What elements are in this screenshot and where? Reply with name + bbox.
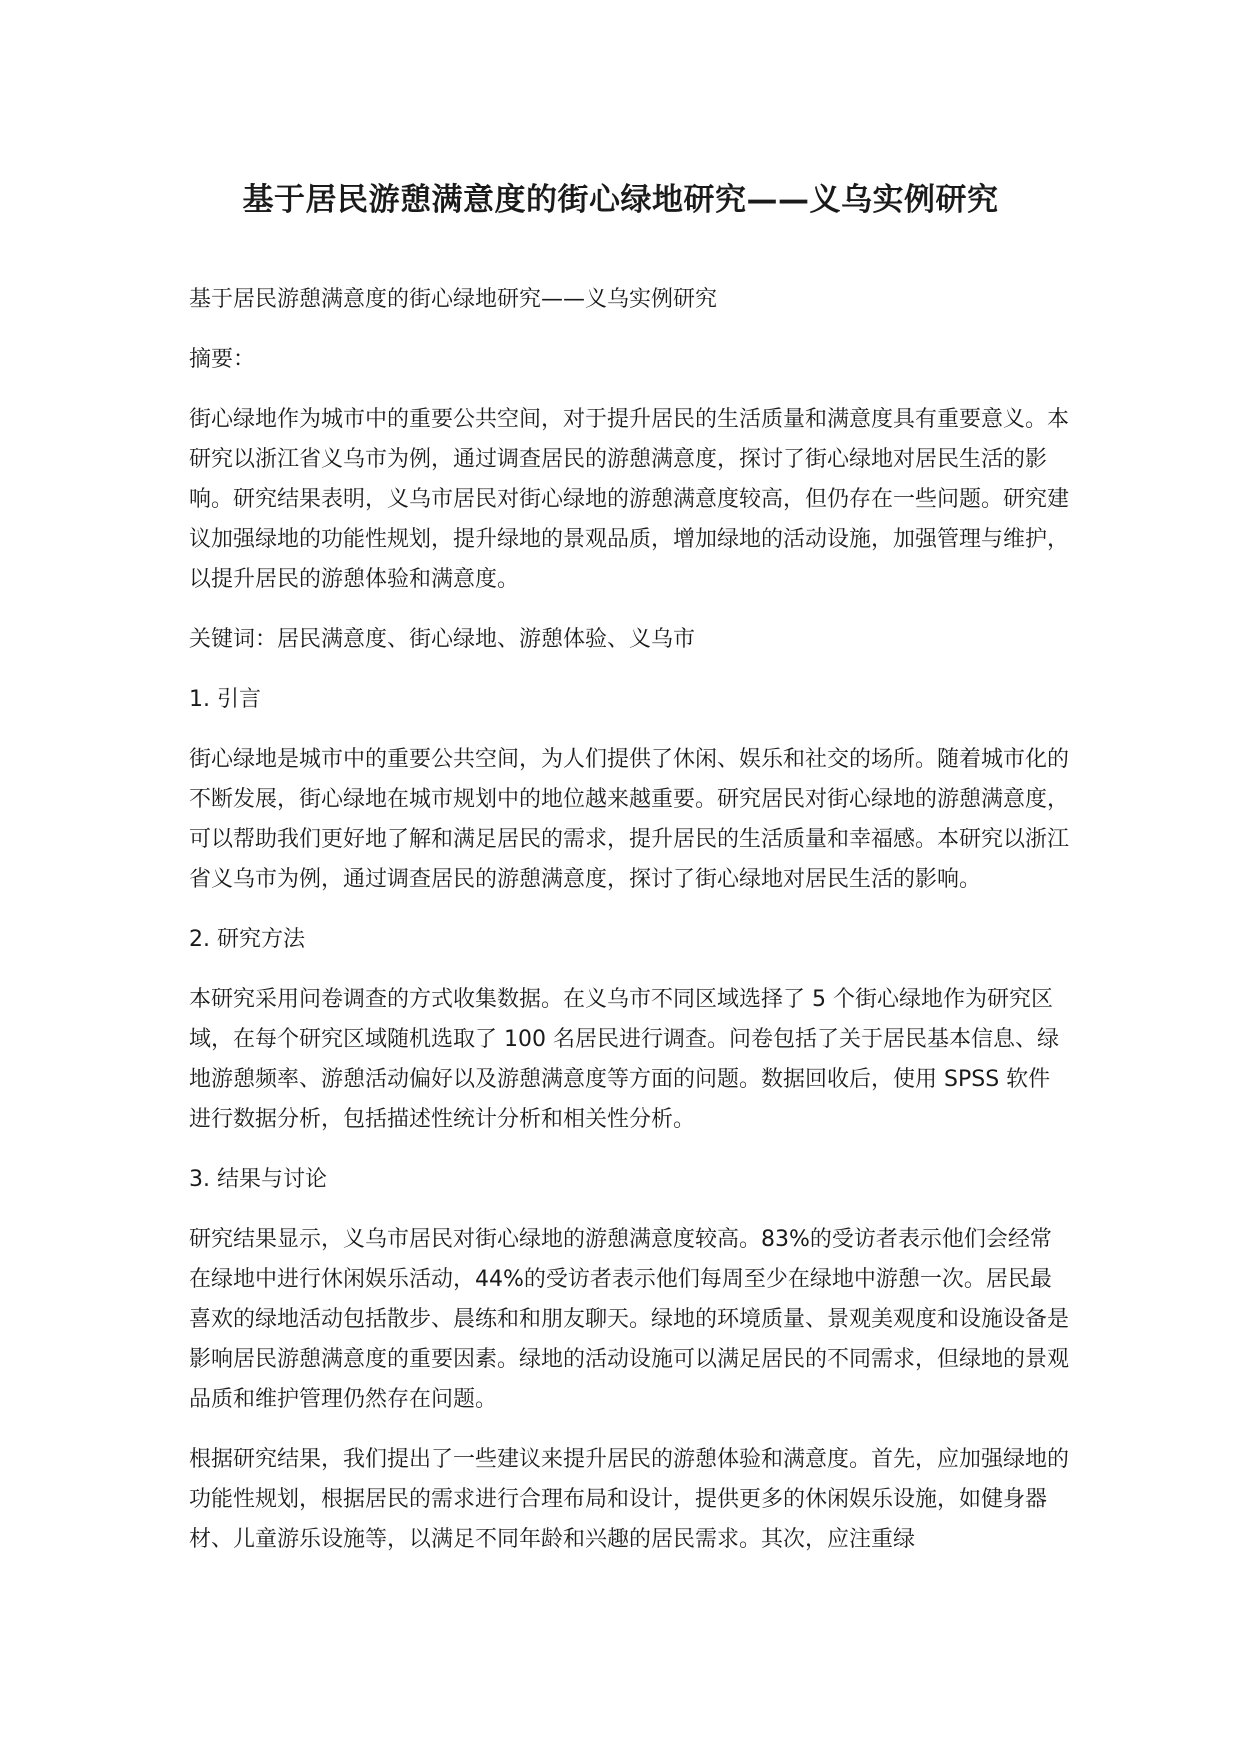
recommendations-paragraph: 根据研究结果，我们提出了一些建议来提升居民的游憩体验和满意度。首先，应加强绿地的功能性规划，根据居民的需求进行合理布局和设计，提供更多的休闲娱乐设施，如健身器材、儿童游乐设施等，以满足不同年龄和兴趣的居民需求。其次，应注重绿: [189, 1447, 1070, 1552]
abstract-paragraph: 街心绿地作为城市中的重要公共空间，对于提升居民的生活质量和满意度具有重要意义。本研究以浙江省义乌市为例，通过调查居民的游憩满意度，探讨了街心绿地对居民生活的影响。研究结果表明，义乌市居民对街心绿地的游憩满意度较高，但仍存在一些问题。研究建议加强绿地的功能性规划，提升绿地的景观品质，增加绿地的活动设施，加强管理与维护，以提升居民的游憩体验和满意度。: [189, 407, 1070, 592]
section-heading-results: 3. 结果与讨论: [189, 1167, 327, 1192]
introduction-paragraph: 街心绿地是城市中的重要公共空间，为人们提供了休闲、娱乐和社交的场所。随着城市化的不断发展，街心绿地在城市规划中的地位越来越重要。研究居民对街心绿地的游憩满意度，可以帮助我们更好地了解和满足居民的需求，提升居民的生活质量和幸福感。本研究以浙江省义乌市为例，通过调查居民的游憩满意度，探讨了街心绿地对居民生活的影响。: [189, 747, 1070, 892]
section-heading-methods: 2. 研究方法: [189, 927, 305, 952]
section-heading-introduction: 1. 引言: [189, 687, 261, 712]
document-subtitle: 基于居民游憩满意度的街心绿地研究——义乌实例研究: [189, 287, 718, 312]
document-body: [189, 280, 1069, 1580]
document-title: 基于居民游憩满意度的街心绿地研究——义乌实例研究: [242, 182, 999, 218]
methods-paragraph: 本研究采用问卷调查的方式收集数据。在义乌市不同区域选择了 5 个街心绿地作为研究区域，在每个研究区域随机选取了 100 名居民进行调查。问卷包括了关于居民基本信息、绿地游憩频率、游憩活动偏好以及游憩满意度等方面的问题。数据回收后，使用 SPSS 软件进行数据分析，包括描述性统计分析和相关性分析。: [189, 987, 1059, 1132]
abstract-label: 摘要：: [189, 347, 256, 372]
keywords-line: 关键词：居民满意度、街心绿地、游憩体验、义乌市: [189, 627, 696, 652]
results-paragraph: 研究结果显示，义乌市居民对街心绿地的游憩满意度较高。83%的受访者表示他们会经常在绿地中进行休闲娱乐活动，44%的受访者表示他们每周至少在绿地中游憩一次。居民最喜欢的绿地活动包括散步、晨练和和朋友聊天。绿地的环境质量、景观美观度和设施设备是影响居民游憩满意度的重要因素。绿地的活动设施可以满足居民的不同需求，但绿地的景观品质和维护管理仍然存在问题。: [189, 1227, 1070, 1412]
